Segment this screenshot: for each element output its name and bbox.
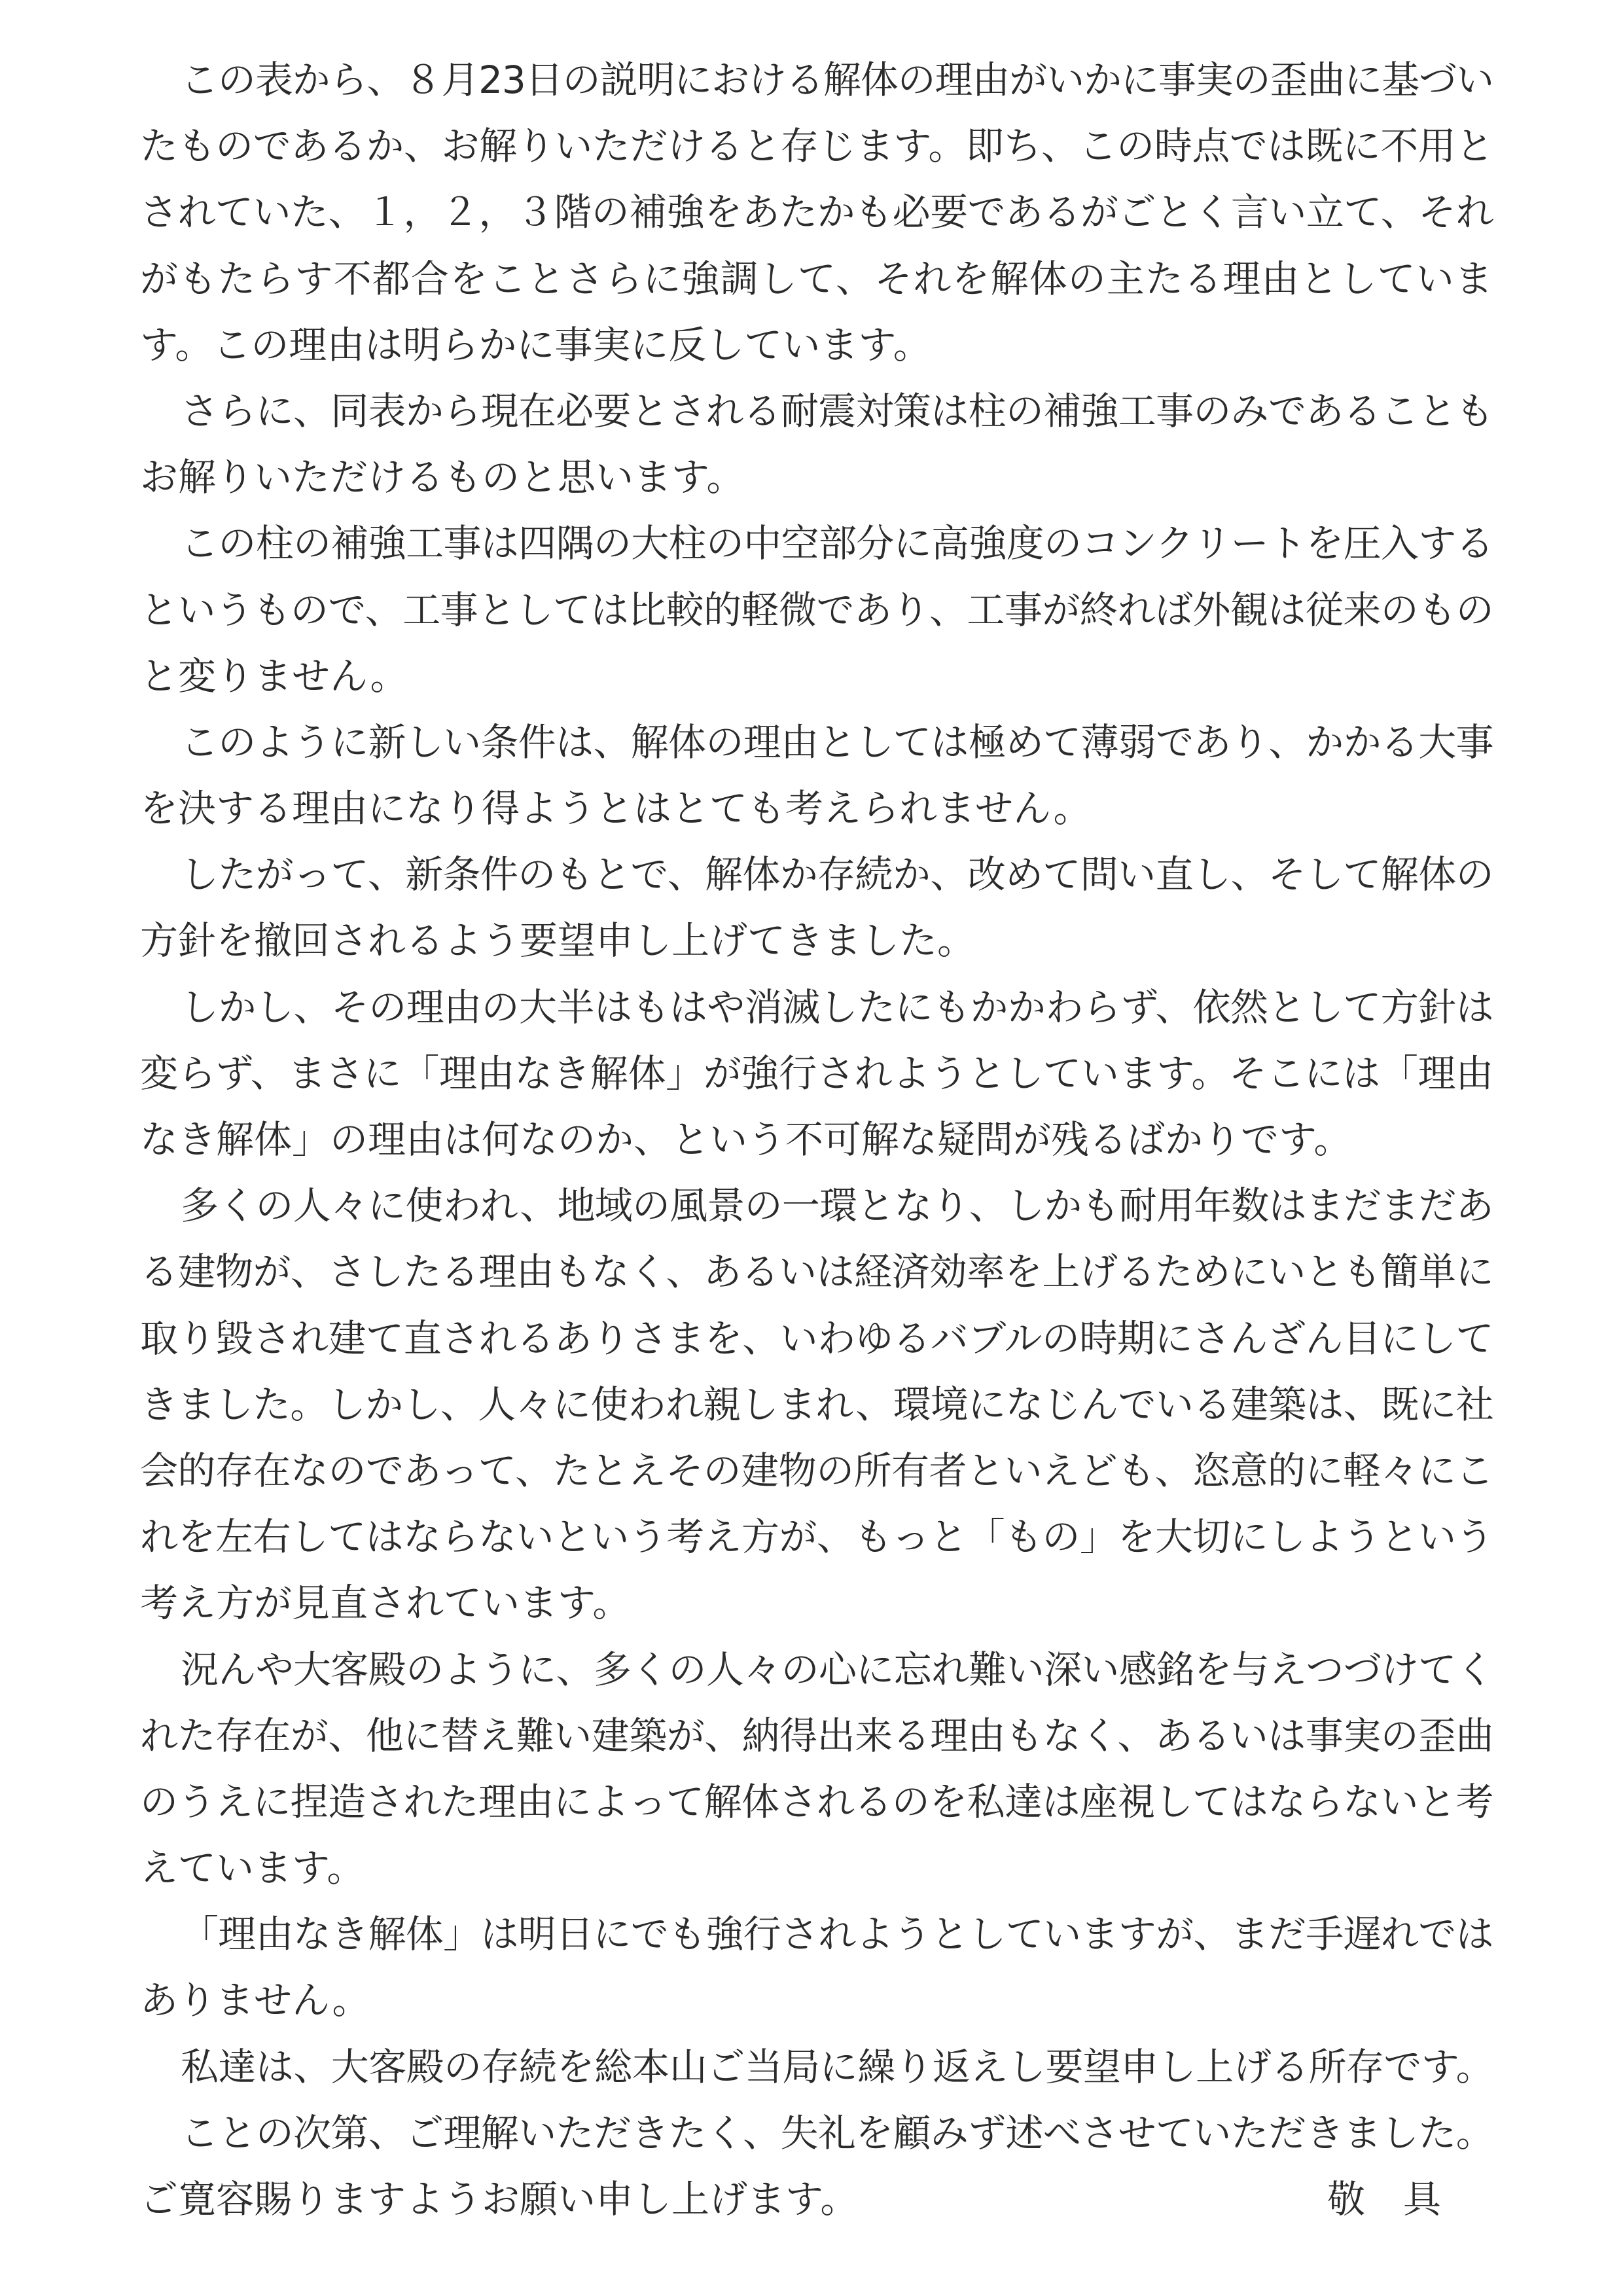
text-line-content: れた存在が、他に替え難い建築が、納得出来る理由もなく、あるいは事実の歪曲 (140, 1713, 1494, 1758)
text-line-content: と変りません。 (140, 653, 408, 698)
text-line (140, 1835, 1493, 1901)
text-line-content: ことの次第、ご理解いただきたく、失礼を顧みず述べさせていただきました。 (181, 2110, 1494, 2155)
text-line-content: 変らず、まさに「理由なき解体」が強行されようとしています。そこには「理由 (140, 1050, 1493, 1096)
text-line (140, 1967, 1493, 2034)
text-line (140, 312, 1493, 378)
text-line (181, 511, 1493, 577)
paragraph (140, 842, 1493, 974)
text-line-content: しかし、その理由の大半はもはや消滅したにもかかわらず、依然として方針は (181, 984, 1494, 1030)
text-line-content: この表から、８月23日の説明における解体の理由がいかに事実の歪曲に基づい (181, 58, 1493, 102)
text-line (181, 709, 1493, 776)
text-line-content: 考え方が見直されています。 (140, 1581, 631, 1626)
text-line-content: たものであるか、お解りいただけると存じます。即ち、この時点では既に不用と (140, 124, 1493, 169)
text-line (181, 842, 1493, 908)
text-line (140, 246, 1493, 312)
text-line (181, 1901, 1493, 1967)
text-line-content: る建物が、さしたる理由もなく、あるいは経済効率を上げるためにいとも簡単に (140, 1249, 1494, 1295)
text-line-content: 多くの人々に使われ、地域の風景の一環となり、しかも耐用年数はまだまだあ (181, 1183, 1493, 1229)
text-line-content: がもたらす不都合をことさらに強調して、それを解体の主たる理由としていま (140, 256, 1494, 301)
text-line (140, 113, 1493, 179)
text-line (181, 378, 1493, 444)
text-line-content: というもので、工事としては比較的軽微であり、工事が終れば外観は従来のもの (140, 587, 1494, 632)
text-line (181, 1637, 1493, 1703)
text-line (181, 1173, 1493, 1239)
paragraph (140, 378, 1493, 511)
text-line-content: れを左右してはならないという考え方が、もっと「もの」を大切にしようという (140, 1515, 1493, 1560)
text-line (181, 2034, 1493, 2100)
text-line-content: なき解体」の理由は何なのか、という不可解な疑問が残るばかりです。 (140, 1117, 1352, 1162)
text-line-content: 「理由なき解体」は明日にでも強行されようとしていますが、まだ手遅れでは (181, 1912, 1493, 1957)
text-line (140, 1041, 1493, 1107)
text-line-content: したがって、新条件のもとで、解体か存続か、改めて問い直し、そして解体の (181, 852, 1493, 897)
text-line (181, 2100, 1493, 2166)
text-line-content: この柱の補強工事は四隅の大柱の中空部分に高強度のコンクリートを圧入する (181, 521, 1494, 566)
text-line-content: お解りいただけるものと思います。 (140, 455, 745, 500)
paragraph (140, 511, 1493, 709)
letter-body (140, 47, 1493, 2233)
text-line (140, 577, 1493, 643)
text-line (140, 1107, 1493, 1173)
text-line-content: さらに、同表から現在必要とされる耐震対策は柱の補強工事のみであることも (181, 388, 1493, 433)
paragraph (140, 1637, 1493, 1902)
text-line-content: きました。しかし、人々に使われ親しまれ、環境になじんでいる建築は、既に社 (140, 1382, 1494, 1427)
text-line (140, 179, 1493, 245)
text-line (140, 444, 1493, 511)
text-line (140, 908, 1493, 974)
text-line (140, 643, 1493, 709)
text-line-content: 会的存在なのであって、たとえその建物の所有者といえども、恣意的に軽々にこ (140, 1448, 1493, 1493)
text-line (140, 1769, 1493, 1835)
text-line-content: 私達は、大客殿の存続を総本山ご当局に繰り返えし要望申し上げる所存です。 (181, 2044, 1494, 2089)
text-line-content: 方針を撤回されるよう要望申し上げてきました。 (140, 918, 976, 963)
text-line-content: 況んや大客殿のように、多くの人々の心に忘れ難い深い感銘を与えつづけてく (181, 1647, 1494, 1692)
paragraph (140, 975, 1493, 1174)
text-line (140, 1239, 1493, 1305)
text-line-content: ありません。 (140, 1978, 370, 2023)
paragraph (140, 709, 1493, 842)
paragraphs (140, 47, 1493, 2166)
paragraph (140, 1173, 1493, 1636)
closing-sign: 敬 具 (1327, 2177, 1441, 2221)
text-line (140, 1703, 1493, 1769)
text-line-content: このように新しい条件は、解体の理由としては極めて薄弱であり、かかる大事 (181, 719, 1493, 764)
text-line-content: えています。 (140, 1846, 365, 1891)
paragraph (140, 2034, 1493, 2100)
closing-line (140, 2166, 1493, 2233)
paragraph (140, 2100, 1493, 2166)
text-line (181, 975, 1493, 1041)
text-line (140, 1504, 1493, 1570)
text-line-content: のうえに捏造された理由によって解体されるのを私達は座視してはならないと考 (140, 1779, 1493, 1824)
closing-text: ご寛容賜りますようお願い申し上げます。 (140, 2177, 859, 2221)
text-line (140, 1570, 1493, 1636)
text-line (181, 47, 1493, 113)
text-line (140, 1438, 1493, 1504)
text-line (140, 1306, 1493, 1372)
text-line (140, 1372, 1493, 1438)
text-line (140, 776, 1493, 842)
text-line-content: す。この理由は明らかに事実に反しています。 (140, 322, 931, 367)
paragraph (140, 1901, 1493, 2034)
text-line-content: 取り毀され建て直されるありさまを、いわゆるバブルの時期にさんざん目にして (140, 1316, 1494, 1361)
paragraph (140, 47, 1493, 378)
text-line-content: されていた、１，２，３階の補強をあたかも必要であるがごとく言い立て、それ (140, 190, 1494, 235)
text-line-content: を決する理由になり得ようとはとても考えられません。 (140, 786, 1092, 831)
